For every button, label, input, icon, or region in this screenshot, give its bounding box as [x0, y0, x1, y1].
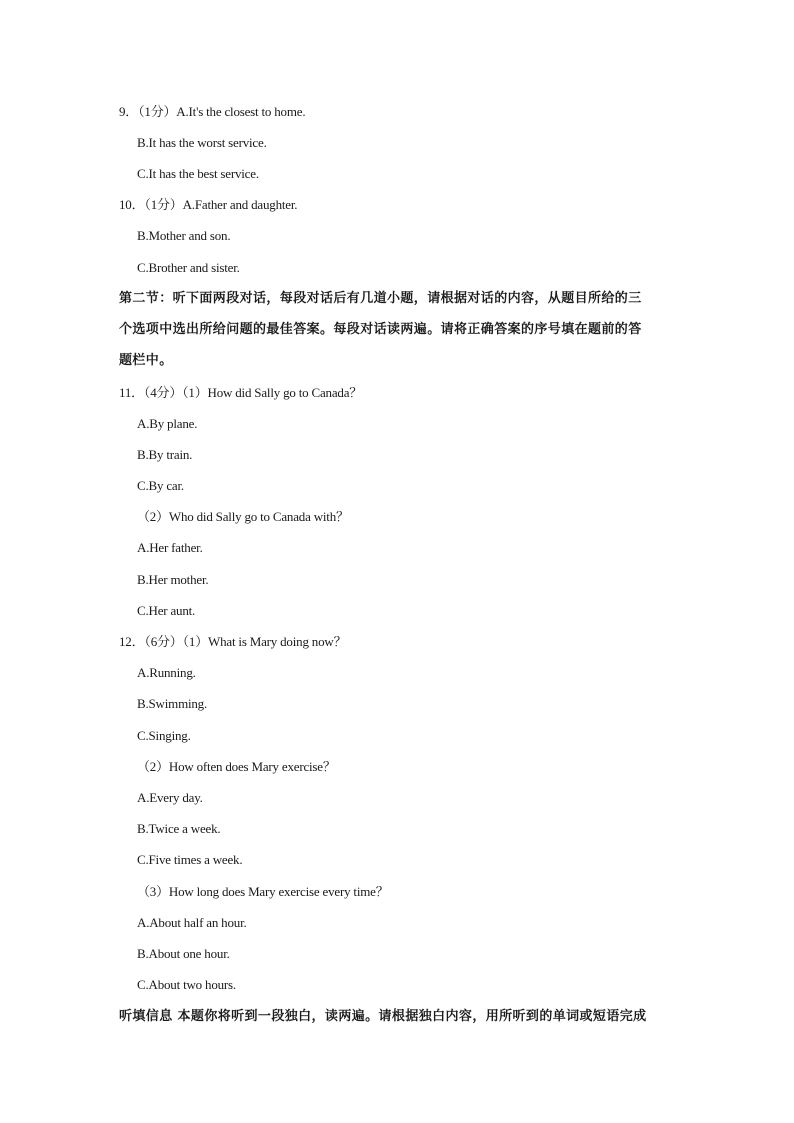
question-12-3-option-b: B.About one hour.: [137, 946, 230, 961]
question-9-option-c: C.It has the best service.: [137, 166, 259, 181]
question-9-stem: 9．（1分）A.It's the closest to home.: [119, 104, 306, 119]
question-12-1-option-c: C.Singing.: [137, 728, 191, 743]
question-11-1-option-b: B.By train.: [137, 447, 193, 462]
question-11-1-option-a: A.By plane.: [137, 416, 198, 431]
question-12-1-option-b: B.Swimming.: [137, 696, 208, 711]
section-2-instructions-line-1: 第二节：听下面两段对话，每段对话后有几道小题，请根据对话的内容，从题目所给的三: [119, 291, 642, 306]
question-12-2-option-c: C.Five times a week.: [137, 852, 243, 867]
question-11-2-option-a: A.Her father.: [137, 540, 203, 555]
question-12-1-option-a: A.Running.: [137, 665, 196, 680]
question-10-stem: 10．（1分）A.Father and daughter.: [119, 197, 298, 212]
question-12-2-option-b: B.Twice a week.: [137, 821, 221, 836]
question-12-stem: 12．（6分）（1）What is Mary doing now？: [119, 634, 347, 649]
question-12-3-option-a: A.About half an hour.: [137, 915, 247, 930]
question-10-option-b: B.Mother and son.: [137, 228, 231, 243]
question-12-3-stem: （3）How long does Mary exercise every time？: [137, 884, 389, 899]
section-2-instructions-line-3: 题栏中。: [119, 353, 173, 368]
listening-fill-instructions: 听填信息 本题你将听到一段独白，读两遍。请根据独白内容，用所听到的单词或短语完成: [119, 1009, 647, 1024]
question-11-1-option-c: C.By car.: [137, 478, 184, 493]
question-10-option-c: C.Brother and sister.: [137, 260, 240, 275]
question-9-option-b: B.It has the worst service.: [137, 135, 267, 150]
question-12-2-stem: （2）How often does Mary exercise？: [137, 759, 336, 774]
question-12-3-option-c: C.About two hours.: [137, 977, 236, 992]
question-12-2-option-a: A.Every day.: [137, 790, 203, 805]
question-11-stem: 11．（4分）（1）How did Sally go to Canada？: [119, 385, 363, 400]
section-2-instructions-line-2: 个选项中选出所给问题的最佳答案。每段对话读两遍。请将正确答案的序号填在题前的答: [119, 322, 642, 337]
question-11-2-option-c: C.Her aunt.: [137, 603, 196, 618]
question-11-2-stem: （2）Who did Sally go to Canada with？: [137, 509, 349, 524]
question-11-2-option-b: B.Her mother.: [137, 572, 209, 587]
